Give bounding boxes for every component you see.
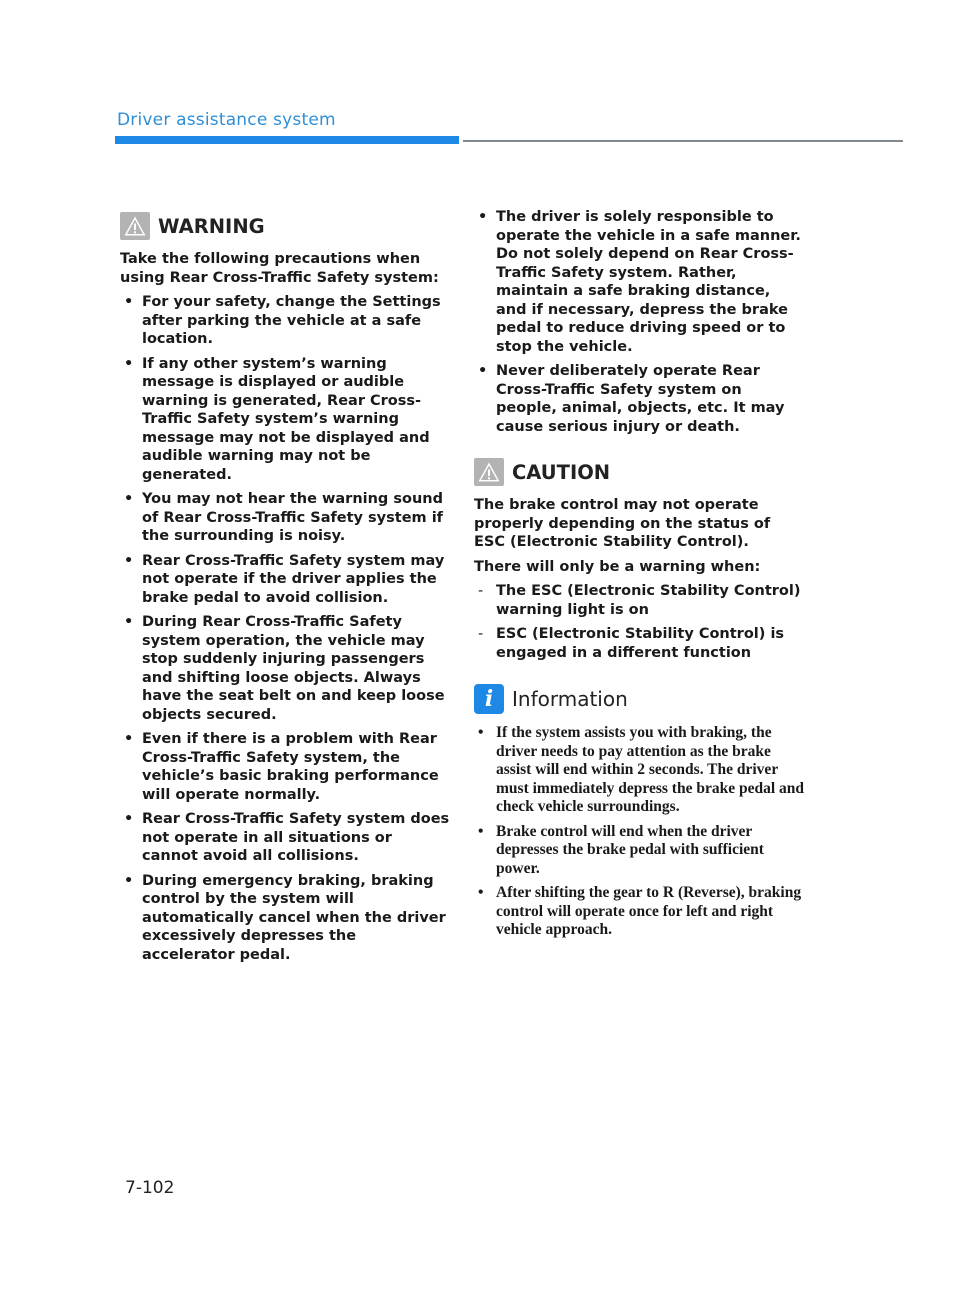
warning-title: WARNING [158,214,265,238]
information-title: Information [512,687,628,711]
warning-list-right [474,208,804,436]
header-rule-accent [115,136,459,144]
list-item: • For your safety, change the Settings after parking the vehicle at a safe location. [120,293,450,349]
list-item: • If the system assists you with braking, the driver needs to pay attention as the brake assist will end within 2 seconds. The driver must immediately depress the brake pedal and check vehicle surroundings. [474,724,804,817]
caution-list [474,582,804,662]
caution-lead: There will only be a warning when: [474,558,761,575]
header-rule [463,140,903,142]
caution-heading [474,458,804,486]
warning-triangle-icon [120,212,150,240]
list-item: • Never deliberately operate Rear Cross-Traffic Safety system on people, animal, objects, etc. It may cause serious injury or death. [474,362,804,436]
page-number: 7-102 [125,1178,175,1198]
list-item: • During emergency braking, braking control by the system will automatically cancel when the driver excessively depresses the accelerator pedal. [120,872,450,965]
list-item: • Even if there is a problem with Rear Cross-Traffic Safety system, the vehicle’s basic braking performance will operate normally. [120,730,450,804]
information-box [474,684,804,940]
warning-triangle-icon [474,458,504,486]
list-item: - ESC (Electronic Stability Control) is engaged in a different function [474,625,804,662]
page-header-title: Driver assistance system [117,110,336,130]
list-item: • You may not hear the warning sound of Rear Cross-Traffic Safety system if the surrounding is noisy. [120,490,450,546]
list-item: • After shifting the gear to R (Reverse), braking control will operate once for left and right vehicle approach. [474,884,804,940]
list-item: • Rear Cross-Traffic Safety system may not operate if the driver applies the brake pedal to avoid collision. [120,552,450,608]
warning-heading [120,212,450,240]
warning-list-left [120,293,450,964]
information-list [474,724,804,940]
info-icon: i [474,684,504,714]
warning-intro: Take the following precautions when using Rear Cross-Traffic Safety system: [120,251,439,286]
list-item: • Brake control will end when the driver depresses the brake pedal with sufficient power. [474,823,804,879]
caution-title: CAUTION [512,460,611,484]
left-column [120,212,450,970]
right-column [474,208,804,962]
list-item: • If any other system’s warning message is displayed or audible warning is generated, Rear Cross-Traffic Safety system’s warning message may not be displayed and audible warning may not be generated. [120,355,450,485]
list-item: - The ESC (Electronic Stability Control) warning light is on [474,582,804,619]
list-item: • During Rear Cross-Traffic Safety system operation, the vehicle may stop suddenly injuring passengers and shifting loose objects. Always have the seat belt on and keep loose objects secured. [120,613,450,724]
caution-intro: The brake control may not operate properly depending on the status of ESC (Electronic Stability Control). [474,497,771,550]
information-heading [474,684,804,714]
list-item: • The driver is solely responsible to operate the vehicle in a safe manner. Do not solely depend on Rear Cross-Traffic Safety system. Rather, maintain a safe braking distance, and if necessary, depress the brake pedal to reduce driving speed or to stop the vehicle. [474,208,804,356]
caution-box [474,458,804,662]
list-item: • Rear Cross-Traffic Safety system does not operate in all situations or cannot avoid all collisions. [120,810,450,866]
